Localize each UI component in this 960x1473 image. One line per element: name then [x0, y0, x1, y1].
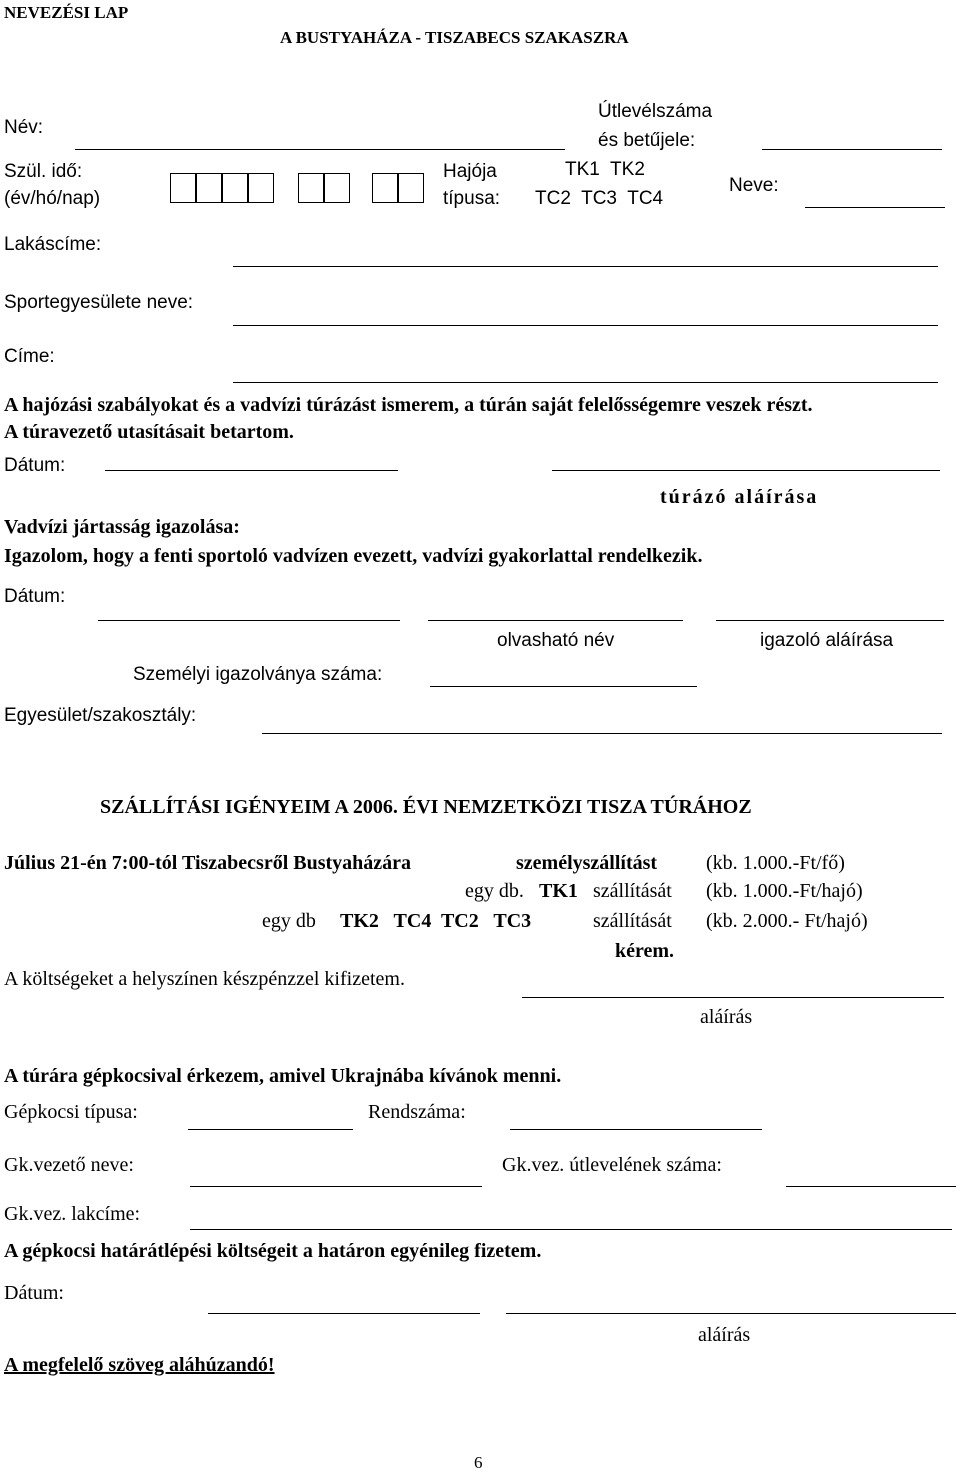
driver-passport-line[interactable] — [786, 1186, 956, 1187]
passport-label-2: és betűjele: — [598, 130, 696, 151]
address-line[interactable] — [233, 266, 938, 267]
club-address-label: Címe: — [4, 346, 55, 367]
driver-name-line[interactable] — [190, 1186, 482, 1187]
driver-address-line[interactable] — [190, 1229, 952, 1230]
car-title: A túrára gépkocsival érkezem, amivel Ukrajnába kívánok menni. — [4, 1065, 562, 1087]
certification-date-line[interactable] — [98, 620, 400, 621]
transport-line2-count: egy db. — [465, 880, 524, 902]
certification-date-label: Dátum: — [4, 586, 66, 607]
declaration-text-2: A túravezető utasításait betartom. — [4, 421, 294, 443]
car-signature-line[interactable] — [506, 1313, 956, 1314]
boat-types-row1[interactable]: TK1 TK2 — [565, 159, 645, 180]
id-card-line[interactable] — [430, 686, 697, 687]
car-date-label: Dátum: — [4, 1282, 64, 1304]
transport-signature-line[interactable] — [522, 997, 944, 998]
year-box-3[interactable] — [222, 173, 248, 203]
year-box-2[interactable] — [196, 173, 222, 203]
club-address-line[interactable] — [233, 382, 938, 383]
month-box-2[interactable] — [324, 173, 350, 203]
passport-line[interactable] — [762, 149, 942, 150]
underline-note: A megfelelő szöveg aláhúzandó! — [4, 1354, 275, 1376]
form-title: NEVEZÉSI LAP — [4, 3, 129, 22]
certification-club-line[interactable] — [262, 733, 942, 734]
club-line[interactable] — [233, 325, 938, 326]
birth-label-2: (év/hó/nap) — [4, 188, 101, 209]
year-box-1[interactable] — [170, 173, 196, 203]
transport-line2-price: (kb. 1.000.-Ft/hajó) — [706, 880, 863, 902]
id-card-label: Személyi igazolványa száma: — [133, 664, 383, 685]
transport-line3-price: (kb. 2.000.- Ft/hajó) — [706, 910, 868, 932]
driver-passport-label: Gk.vez. útlevelének száma: — [502, 1154, 722, 1176]
transport-line3-transport: szállítását — [593, 910, 672, 932]
certification-text: Igazolom, hogy a fenti sportoló vadvízen evezett, vadvízi gyakorlattal rendelkezik. — [4, 545, 703, 567]
page-number: 6 — [474, 1453, 483, 1472]
day-box-1[interactable] — [372, 173, 398, 203]
boat-name-line[interactable] — [805, 207, 945, 208]
transport-line1-passenger[interactable]: személyszállítást — [516, 852, 658, 874]
transport-title: SZÁLLÍTÁSI IGÉNYEIM A 2006. ÉVI NEMZETKÖZI TISZA TÚRÁHOZ — [100, 796, 752, 818]
boat-label-1: Hajója — [443, 161, 497, 182]
boat-name-label: Neve: — [729, 175, 779, 196]
club-label: Sportegyesülete neve: — [4, 292, 194, 313]
tourist-signature-caption: túrázó aláírása — [660, 486, 819, 508]
declaration-date-label: Dátum: — [4, 455, 66, 476]
name-line[interactable] — [75, 149, 565, 150]
transport-line3-types[interactable]: TK2 TC4 TC2 TC3 — [340, 910, 532, 932]
transport-signature-caption: aláírás — [700, 1006, 753, 1028]
declaration-date-line[interactable] — [105, 470, 398, 471]
transport-line1-route[interactable]: Július 21-én 7:00-tól Tiszabecsről Bustyaházára — [4, 852, 412, 874]
name-label: Név: — [4, 117, 44, 138]
certification-club-label: Egyesület/szakosztály: — [4, 705, 197, 726]
car-date-line[interactable] — [208, 1313, 480, 1314]
address-label: Lakáscíme: — [4, 234, 102, 255]
readable-name-caption: olvasható név — [497, 630, 615, 651]
month-box-1[interactable] — [298, 173, 324, 203]
driver-address-label: Gk.vez. lakcíme: — [4, 1203, 141, 1225]
birth-label-1: Szül. idő: — [4, 161, 83, 182]
car-type-line[interactable] — [188, 1129, 353, 1130]
transport-cost-note: A költségeket a helyszínen készpénzzel kifizetem. — [4, 968, 405, 990]
car-plate-label: Rendszáma: — [368, 1101, 466, 1123]
transport-line1-price: (kb. 1.000.-Ft/fő) — [706, 852, 845, 874]
driver-name-label: Gk.vezető neve: — [4, 1154, 134, 1176]
transport-line2-transport: szállítását — [593, 880, 672, 902]
year-box-4[interactable] — [248, 173, 274, 203]
car-signature-caption: aláírás — [698, 1324, 751, 1346]
transport-line2-tk1[interactable]: TK1 — [539, 880, 578, 902]
form-subtitle: A BUSTYAHÁZA - TISZABECS SZAKASZRA — [280, 28, 629, 47]
certification-title: Vadvízi jártasság igazolása: — [4, 516, 240, 538]
car-plate-line[interactable] — [510, 1129, 762, 1130]
border-note: A gépkocsi határátlépési költségeit a határon egyénileg fizetem. — [4, 1240, 542, 1262]
transport-request: kérem. — [615, 940, 675, 962]
tourist-signature-line[interactable] — [552, 470, 940, 471]
certifier-signature-caption: igazoló aláírása — [760, 630, 894, 651]
passport-label-1: Útlevélszáma — [598, 101, 713, 122]
readable-name-line[interactable] — [428, 620, 683, 621]
boat-label-2: típusa: — [443, 188, 501, 209]
day-box-2[interactable] — [398, 173, 424, 203]
transport-line3-count: egy db — [262, 910, 316, 932]
boat-types-row2[interactable]: TC2 TC3 TC4 — [535, 188, 664, 209]
declaration-text-1: A hajózási szabályokat és a vadvízi túrázást ismerem, a túrán saját felelősségemre veszek részt. — [4, 394, 813, 416]
car-type-label: Gépkocsi típusa: — [4, 1101, 138, 1123]
certifier-signature-line[interactable] — [716, 620, 944, 621]
